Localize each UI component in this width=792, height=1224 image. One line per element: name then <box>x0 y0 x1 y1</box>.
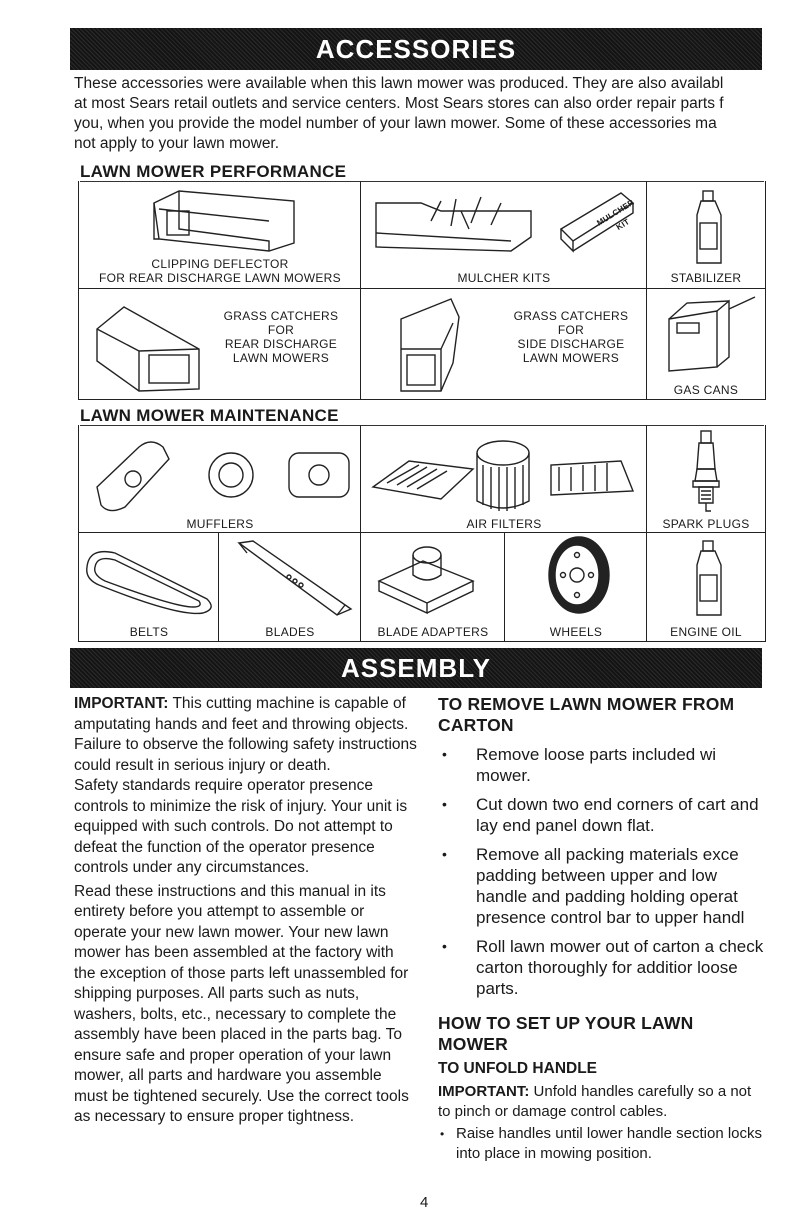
spark-plugs-caption: SPARK PLUGS <box>662 517 750 531</box>
grass-catcher-rear-caption: GRASS CATCHERS FOR REAR DISCHARGE LAWN MOWERS <box>223 309 339 365</box>
unfold-handle-heading: TO UNFOLD HANDLE <box>438 1060 598 1077</box>
mufflers-caption: MUFFLERS <box>186 517 254 531</box>
wheels-caption: WHEELS <box>549 625 603 639</box>
remove-step: • Remove all packing materials exce padding between upper and low handle and padding holding operat presence control bar to upper handl <box>438 844 764 928</box>
spark-plugs-cell <box>647 425 765 533</box>
mufflers-cell <box>79 425 361 533</box>
remove-step: • Roll lawn mower out of carton a check carton thoroughly for additior loose parts. <box>438 936 764 999</box>
set-up-heading: HOW TO SET UP YOUR LAWN MOWER <box>438 1013 694 1054</box>
wheels-cell <box>505 533 647 641</box>
assembly-left-column <box>74 694 419 1128</box>
engine-oil-caption: ENGINE OIL <box>670 625 742 639</box>
grass-catcher-side-cell <box>361 289 647 399</box>
performance-grid <box>78 181 766 400</box>
accessories-title: ACCESSORIES <box>315 34 517 64</box>
page-number: 4 <box>420 1194 429 1211</box>
mulcher-kits-cell <box>361 181 647 289</box>
clipping-deflector-caption: CLIPPING DEFLECTOR FOR REAR DISCHARGE LAWN MOWERS <box>99 257 341 285</box>
important-label: IMPORTANT: <box>74 695 169 712</box>
remove-from-carton-heading: TO REMOVE LAWN MOWER FROM CARTON <box>438 694 735 735</box>
stabilizer-cell <box>647 181 765 289</box>
blades-caption: BLADES <box>265 625 315 639</box>
assembly-banner <box>70 648 762 688</box>
maintenance-heading: LAWN MOWER MAINTENANCE <box>80 406 339 425</box>
maintenance-grid <box>78 425 766 642</box>
assembly-title: ASSEMBLY <box>340 653 492 683</box>
belts-cell <box>79 533 219 641</box>
unfold-important-paragraph <box>438 1082 764 1122</box>
accessories-banner <box>70 28 762 70</box>
stabilizer-caption: STABILIZER <box>670 271 742 285</box>
blade-adapters-cell <box>361 533 505 641</box>
important-paragraph <box>74 694 419 776</box>
unfold-important-text: Unfold handles carefully so a not to pinch or damage control cables. <box>438 1082 752 1120</box>
gas-cans-cell <box>647 289 765 399</box>
gas-cans-caption: GAS CANS <box>673 383 739 397</box>
mulcher-box-text: MULCHER KIT <box>595 197 636 232</box>
remove-step: • Cut down two end corners of cart and lay end panel down flat. <box>438 794 764 836</box>
grass-catcher-rear-cell <box>79 289 361 399</box>
unfold-step: • Raise handles until lower handle section locks into place in mowing position. <box>438 1124 764 1164</box>
assembly-right-column <box>438 694 764 1164</box>
belts-caption: BELTS <box>129 625 169 639</box>
accessories-intro: These accessories were available when this lawn mower was produced. They are also availabl at most Sears retail outlets and service centers. Most Sears stores can also order repair parts f you, when you provide the model number of your lawn mower. Some of these accessories ma not apply to your lawn mower. <box>74 75 724 152</box>
important-text: This cutting machine is capable of amputating hands and feet and throwing objects. Failure to observe the following safety instructions could result in serious injury or death. <box>74 695 417 774</box>
grass-catcher-side-caption: GRASS CATCHERS FOR SIDE DISCHARGE LAWN MOWERS <box>513 309 629 365</box>
unfold-steps-list <box>438 1124 764 1164</box>
blade-adapters-caption: BLADE ADAPTERS <box>377 625 489 639</box>
clipping-deflector-cell <box>79 181 361 289</box>
unfold-important-label: IMPORTANT: <box>438 1082 530 1100</box>
remove-step: • Remove loose parts included wi mower. <box>438 744 764 786</box>
mulcher-kits-caption: MULCHER KITS <box>457 271 551 285</box>
air-filters-cell <box>361 425 647 533</box>
engine-oil-cell <box>647 533 765 641</box>
performance-heading: LAWN MOWER PERFORMANCE <box>80 162 347 181</box>
read-instructions-paragraph: Read these instructions and this manual in its entirety before you attempt to assemble or operate your new lawn mower. Your new lawn mower has been assembled at the factory with the exception of those parts left unassembled for shipping purposes. All parts such as nuts, washers, bolts, etc., necessary to complete the assembly have been placed in the parts bag. To ensure safe and proper operation of your lawn mower, all parts and hardware you assemble must be tightened securely. Use the correct tools as necessary to ensure proper tightness. <box>74 882 409 1125</box>
blades-cell <box>219 533 361 641</box>
safety-standards-paragraph: Safety standards require operator presence controls to minimize the risk of injury. Your unit is equipped with such controls. Do not attempt to defeat the function of the operator presence controls under any circumstances. <box>74 777 408 876</box>
remove-steps-list <box>438 744 764 999</box>
air-filters-caption: AIR FILTERS <box>466 517 542 531</box>
